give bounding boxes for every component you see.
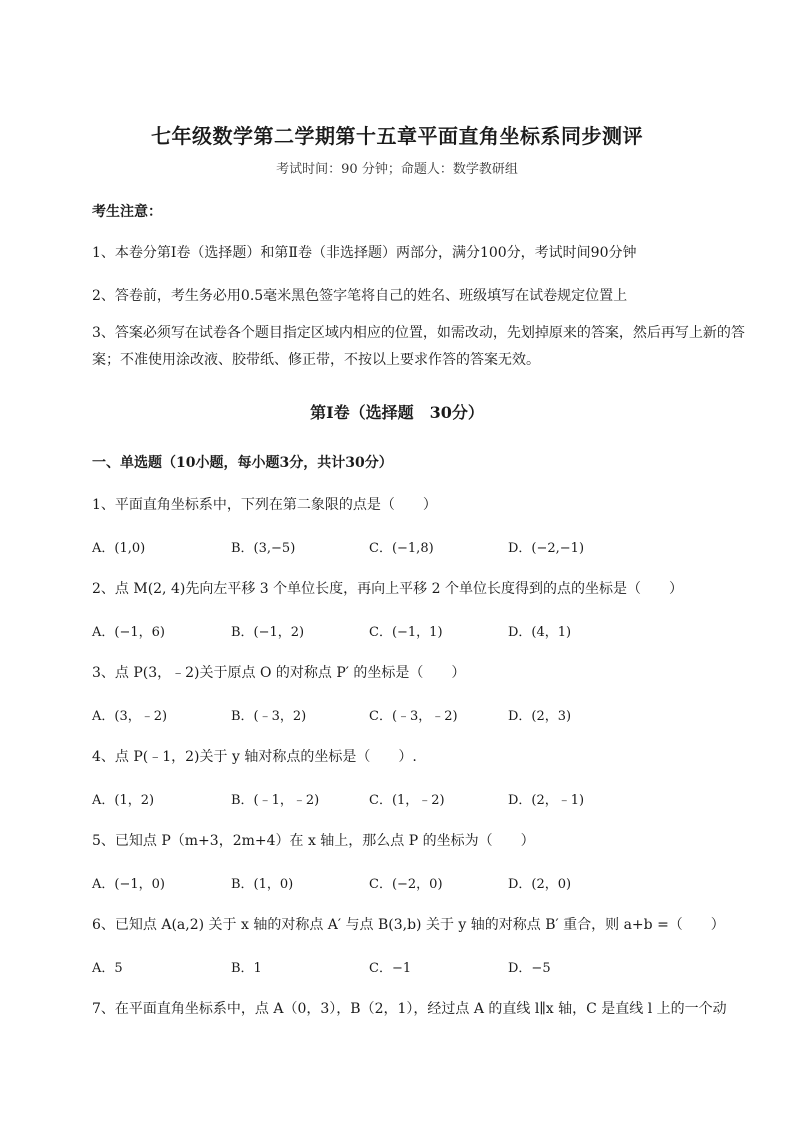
question-1-options: [92, 537, 732, 557]
question-4-option-b[interactable]: B．(﹣1，﹣2): [231, 793, 320, 808]
notice-heading: 考生注意：: [92, 204, 162, 220]
question-6-option-a[interactable]: A．5: [92, 961, 123, 976]
question-2-stem: 2、点 M(2, 4)先向左平移 3 个单位长度，再向上平移 2 个单位长度得到的点的坐标是（ ）: [92, 581, 683, 597]
question-4-option-d[interactable]: D．(2，﹣1): [508, 793, 585, 808]
question-2-option-c[interactable]: C．(−1，1): [369, 625, 443, 640]
question-6-stem: 6、已知点 A(a,2) 关于 x 轴的对称点 A′ 与点 B(3,b) 关于 y 轴的对称点 B′ 重合，则 a+b =（ ）: [92, 917, 725, 933]
question-5-options: [92, 873, 732, 893]
question-7-stem: 7、在平面直角坐标系中，点 A（0，3），B（2，1），经过点 A 的直线 l∥x 轴，C 是直线 l 上的一个动: [92, 1001, 727, 1017]
question-2-option-b[interactable]: B．(−1，2): [231, 625, 305, 640]
exam-title: 七年级数学第二学期第十五章平面直角坐标系同步测评: [151, 124, 643, 148]
question-4-options: [92, 789, 732, 809]
question-2-options: [92, 621, 732, 641]
question-2-option-a[interactable]: A．(−1，6): [92, 625, 165, 640]
question-5-option-a[interactable]: A．(−1，0): [92, 877, 165, 892]
exam-subtitle: 考试时间：90 分钟；命题人：数学教研组: [276, 162, 518, 177]
question-2-option-d[interactable]: D．(4，1): [508, 625, 572, 640]
question-6-options: [92, 957, 732, 977]
question-1-option-d[interactable]: D．(−2,−1): [508, 541, 585, 556]
question-3-option-a[interactable]: A．(3，﹣2): [92, 709, 168, 724]
question-1-option-c[interactable]: C．(−1,8): [369, 541, 434, 556]
question-4-option-a[interactable]: A．(1，2): [92, 793, 155, 808]
question-5-stem: 5、已知点 P（m+3，2m+4）在 x 轴上，那么点 P 的坐标为（ ）: [92, 833, 535, 849]
question-5-option-d[interactable]: D．(2，0): [508, 877, 572, 892]
question-3-option-c[interactable]: C．(﹣3，﹣2): [369, 709, 458, 724]
section-title: 第Ⅰ卷（选择题 30分）: [310, 403, 484, 422]
question-6-option-b[interactable]: B．1: [231, 961, 262, 976]
question-3-stem: 3、点 P(3，﹣2)关于原点 O 的对称点 P′ 的坐标是（ ）: [92, 665, 466, 681]
question-6-option-d[interactable]: D．−5: [508, 961, 551, 976]
question-4-stem: 4、点 P(﹣1，2)关于 y 轴对称点的坐标是（ ）.: [92, 749, 417, 765]
question-4-option-c[interactable]: C．(1，﹣2): [369, 793, 445, 808]
question-3-option-d[interactable]: D．(2，3): [508, 709, 572, 724]
notice-item-3: 3、答案必须写在试卷各个题目指定区域内相应的位置，如需改动，先划掉原来的答案，然后再写上新的答案；不准使用涂改液、胶带纸、修正带，不按以上要求作答的答案无效。: [92, 325, 745, 368]
question-5-option-b[interactable]: B．(1，0): [231, 877, 294, 892]
question-1-option-b[interactable]: B．(3,−5): [231, 541, 296, 556]
question-1-option-a[interactable]: A．(1,0): [92, 541, 146, 556]
notice-item-1: 1、本卷分第Ⅰ卷（选择题）和第Ⅱ卷（非选择题）两部分，满分100分，考试时间90分钟: [92, 245, 637, 261]
part-heading: 一、单选题（10小题，每小题3分，共计30分）: [92, 455, 393, 471]
question-1-stem: 1、平面直角坐标系中，下列在第二象限的点是（ ）: [92, 497, 437, 513]
notice-item-2: 2、答卷前，考生务必用0.5毫米黑色签字笔将自己的姓名、班级填写在试卷规定位置上: [92, 288, 628, 304]
question-6-option-c[interactable]: C．−1: [369, 961, 412, 976]
question-3-options: [92, 705, 732, 725]
question-5-option-c[interactable]: C．(−2，0): [369, 877, 443, 892]
question-3-option-b[interactable]: B．(﹣3，2): [231, 709, 307, 724]
